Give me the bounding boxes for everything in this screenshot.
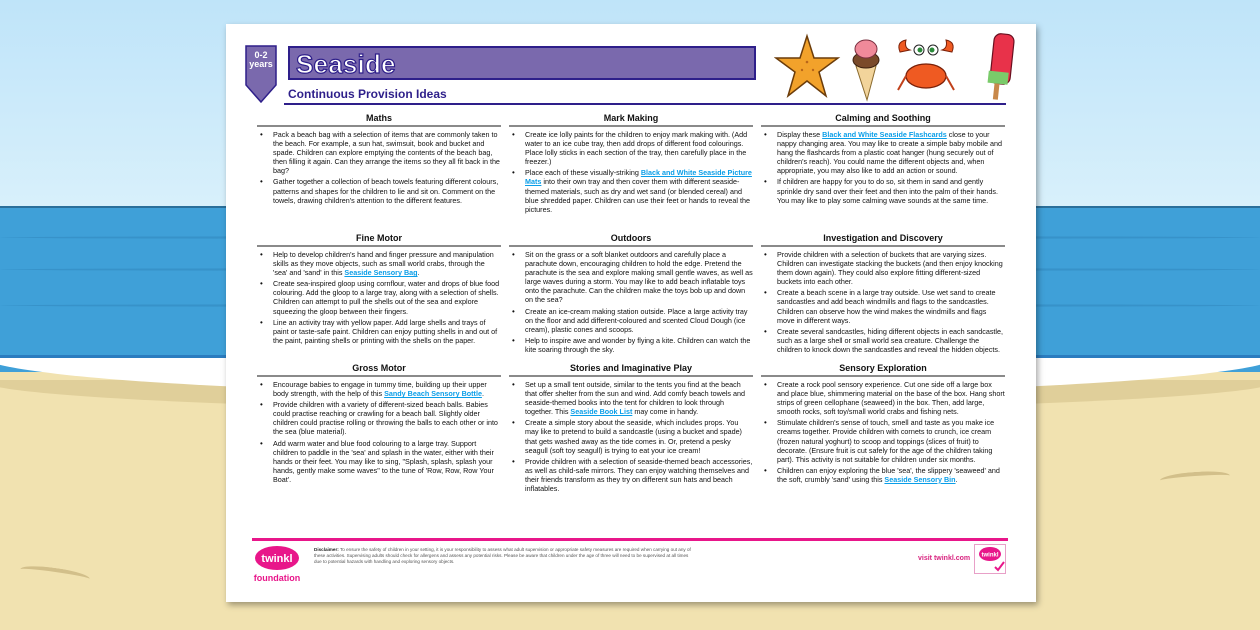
list-item: • Help to inspire awe and wonder by flying a kite. Children can watch the kite soaring through the sky. bbox=[509, 336, 753, 354]
starfish-icon bbox=[776, 36, 838, 96]
section-title: Fine Motor bbox=[356, 233, 402, 243]
section-divider bbox=[257, 245, 501, 247]
svg-text:twinkl: twinkl bbox=[981, 552, 999, 559]
section-title: Gross Motor bbox=[352, 363, 406, 373]
section-title: Mark Making bbox=[603, 113, 659, 123]
link-book-list[interactable]: Seaside Book List bbox=[570, 407, 633, 417]
visit-twinkl-link[interactable]: visit twinkl.com bbox=[918, 555, 971, 562]
section-divider bbox=[509, 375, 753, 377]
header-illustrations bbox=[774, 32, 1024, 102]
section-divider bbox=[509, 125, 753, 127]
list-item: • Add warm water and blue food colouring to a large tray. Support children to paddle in the 'sea' and splash in the water, either with their hands or their feet. You may like to sing, "Splash, splash, splash your hands, gently make some waves" to the tune of 'Row, Row, Row Your Boat'. bbox=[257, 439, 501, 484]
crab-icon bbox=[898, 40, 954, 90]
page-subtitle: Continuous Provision Ideas bbox=[288, 87, 447, 101]
section-stories-imaginative-play bbox=[509, 362, 753, 495]
age-unit: years bbox=[249, 59, 273, 69]
list-item: • Provide children with a variety of different-sized beach balls. Babies could practise reaching or crawling for a beach ball. Slightly older children could practise rolling or throwing the balls to each other or into the sea (blue material). bbox=[257, 400, 501, 436]
section-divider bbox=[761, 125, 1005, 127]
list-item bbox=[761, 466, 1005, 484]
title-banner bbox=[288, 46, 756, 80]
disclaimer-label: Disclaimer: bbox=[314, 547, 339, 552]
section-investigation-discovery bbox=[761, 232, 1005, 356]
ice-cream-cone-icon bbox=[853, 40, 879, 100]
svg-text:foundation: foundation bbox=[253, 573, 301, 583]
list-item bbox=[257, 250, 501, 277]
section-divider bbox=[509, 245, 753, 247]
item-text: Set up a small tent outside, similar to the tents you find at the beach that offer shelter from the sun and wind. Add comfy beach towels and seaside-themed books into the tent for children to look through together. This bbox=[525, 380, 746, 417]
section-title: Investigation and Discovery bbox=[823, 233, 943, 243]
list-item: • If children are happy for you to do so, sit them in sand and gently sprinkle dry sand over their feet and then into the palm of their hands. You may like to play some calming wave sounds at the same time. bbox=[761, 177, 1005, 204]
document-sheet bbox=[226, 24, 1036, 602]
item-text: . bbox=[481, 389, 484, 399]
disclaimer-text: To ensure the safety of children in your setting, it is your responsibility to assess what adult supervision or appropriate safety measures are required when carrying out any of these activities. Supervising adults should check for allergens and assess any potential risks. Please be aware that children under the age of three will need to be supervised at all times due to potential hazards with handling and exploring sensory objects. bbox=[314, 547, 691, 564]
svg-text:twinkl: twinkl bbox=[261, 553, 293, 565]
list-item: • Stimulate children's sense of touch, smell and taste as you make ice creams together. Provide children with cornets to crunch, ice cream (frozen natural yoghurt) to scoop and toppings (slices of fruit) to decorate. (Ensure fruit is cut safely for the age of the children taking part). This activity is not suitable for children under six months. bbox=[761, 418, 1005, 463]
list-item: • Create ice lolly paints for the children to enjoy mark making with. (Add water to an ice cube tray, then add drops of different food colourings. Place lolly sticks in each section of the tray, then carefully place in the freezer.) bbox=[509, 130, 753, 166]
ice-lolly-icon bbox=[988, 33, 1015, 100]
item-text: into their own tray and then cover them with different seaside-themed materials, such as dry and wet sand (or blended cereal) and blue shredded paper. Children can use their feet or hands to reveal the pictures. bbox=[525, 177, 750, 214]
list-item: • Gather together a collection of beach towels featuring different colours, patterns and shapes for the children to lie and sit on. Comment on the towels, drawing children's attention to the different features. bbox=[257, 177, 501, 204]
section-title: Outdoors bbox=[610, 233, 652, 243]
link-sensory-bag[interactable]: Seaside Sensory Bag bbox=[344, 268, 418, 278]
item-text: close to your nappy changing area. You may like to create a simple baby mobile and hang the flashcards from a plastic coat hanger (hung securely out of children's reach). You could name the different objects and, when appropriate, you may also like to add an action or sound. bbox=[777, 130, 1002, 176]
link-flashcards[interactable]: Black and White Seaside Flashcards bbox=[822, 130, 947, 139]
section-divider bbox=[257, 375, 501, 377]
list-item: • Create a beach scene in a large tray outside. Use wet sand to create sandcastles and add beach windmills and flags to the sandcastles. Children can observe how the wind makes the windmills and flags move in different ways. bbox=[761, 288, 1005, 324]
item-text: Place each of these visually-striking bbox=[525, 168, 641, 178]
age-badge bbox=[245, 45, 277, 103]
list-item: • Create a simple story about the seaside, which includes props. You may like to pretend to build a sandcastle (using a bucket and spade) that gets washed away as the tide comes in. Or, pretend a pesky seagull (soft toy seagull) is trying to eat your ice cream! bbox=[509, 418, 753, 454]
disclaimer bbox=[314, 547, 694, 565]
item-text: Help to develop children's hand and finger pressure and manipulation skills as they move objects, such as small world crabs, through the 'sea' and 'sand' in this bbox=[273, 250, 494, 278]
list-item: • Provide children with a selection of seaside-themed beach accessories, as well as child-safe mirrors. They can enjoy watching themselves and their friends transform as they try on different sun hats and beach inflatables. bbox=[509, 457, 753, 493]
list-item bbox=[257, 380, 501, 398]
section-title: Maths bbox=[365, 113, 392, 123]
section-mark-making bbox=[509, 112, 753, 216]
item-text: Display these bbox=[777, 130, 823, 139]
section-divider bbox=[257, 125, 501, 127]
list-item: • Create a rock pool sensory experience. Cut one side off a large box and place blue, shimmering material on the base of the box. Hang short strips of green cellophane (seaweed) in the box. Then, add large, smooth rocks, soft toy/small world crabs and fishing nets. bbox=[761, 380, 1005, 416]
item-text: . bbox=[955, 474, 958, 484]
section-title: Calming and Soothing bbox=[835, 113, 931, 123]
twinkl-award-badge bbox=[974, 544, 1006, 574]
footer-divider bbox=[252, 538, 1008, 541]
section-sensory-exploration bbox=[761, 362, 1005, 486]
list-item: • Pack a beach bag with a selection of items that are commonly taken to the beach. For example, a sun hat, swimsuit, book and bucket and spade. Children can explore emptying the contents of the beach bag, then filling it again. Can they arrange the items so they all fit back in the bag? bbox=[257, 130, 501, 175]
item-text: . bbox=[417, 268, 420, 278]
section-outdoors bbox=[509, 232, 753, 356]
twinkl-foundation-logo bbox=[252, 545, 302, 585]
link-picture-mats[interactable]: Black and White Seaside Picture Mats bbox=[525, 168, 752, 187]
list-item bbox=[509, 168, 753, 213]
list-item: • Create several sandcastles, hiding different objects in each sandcastle, such as a large shell or small world sea creature. Challenge the children to knock down the sandcastles and reveal the hidden objects. bbox=[761, 327, 1005, 354]
section-divider bbox=[761, 245, 1005, 247]
list-item bbox=[509, 380, 753, 416]
link-sensory-bin[interactable]: Seaside Sensory Bin bbox=[884, 474, 956, 484]
section-gross-motor bbox=[257, 362, 501, 486]
section-title: Sensory Exploration bbox=[839, 363, 927, 373]
age-range: 0-2 bbox=[254, 50, 268, 60]
section-divider bbox=[761, 375, 1005, 377]
item-text: may come in handy. bbox=[632, 407, 699, 417]
list-item: • Sit on the grass or a soft blanket outdoors and carefully place a parachute down, encouraging children to hold the edge. Pretend the parachute is the sea and explore making small gentle waves, as well as large waves during a storm. You may like to add beach inflatable toys onto the parachute. Can the children make the toys bob up and down on the sea? bbox=[509, 250, 753, 305]
list-item: • Create an ice-cream making station outside. Place a large activity tray on the floor and add different-coloured and scented Cloud Dough (ice cream), plastic cones and scoops. bbox=[509, 307, 753, 334]
list-item: • Line an activity tray with yellow paper. Add large shells and trays of paint or taste-safe paint. Children can enjoy putting shells in and out of the paint, painting shells or printing with the shells on the paper. bbox=[257, 318, 501, 345]
list-item: • Provide children with a selection of buckets that are varying sizes. Children can investigate stacking the buckets (and then enjoy knocking them down again). They could also explore fitting different-sized buckets into each other. bbox=[761, 250, 1005, 286]
list-item bbox=[761, 130, 1005, 175]
item-text: Encourage babies to engage in tummy time, building up their upper body strength, with the help of this bbox=[273, 380, 487, 399]
item-text: Children can enjoy exploring the blue 'sea', the slippery 'seaweed' and the soft, crumbly 'sand' using this bbox=[777, 465, 1000, 484]
section-calming-soothing bbox=[761, 112, 1005, 207]
page-title: Seaside bbox=[296, 49, 396, 79]
header-divider bbox=[284, 103, 1006, 105]
section-maths bbox=[257, 112, 501, 207]
list-item: • Create sea-inspired gloop using cornflour, water and drops of blue food colouring. Add the gloop to a large tray, along with a selection of shells. Children can attempt to pull the shells out of the sea and explore squeezing the gloop between their fingers. bbox=[257, 279, 501, 315]
section-title: Stories and Imaginative Play bbox=[569, 363, 693, 373]
section-fine-motor bbox=[257, 232, 501, 347]
link-sensory-bottle[interactable]: Sandy Beach Sensory Bottle bbox=[384, 389, 482, 399]
